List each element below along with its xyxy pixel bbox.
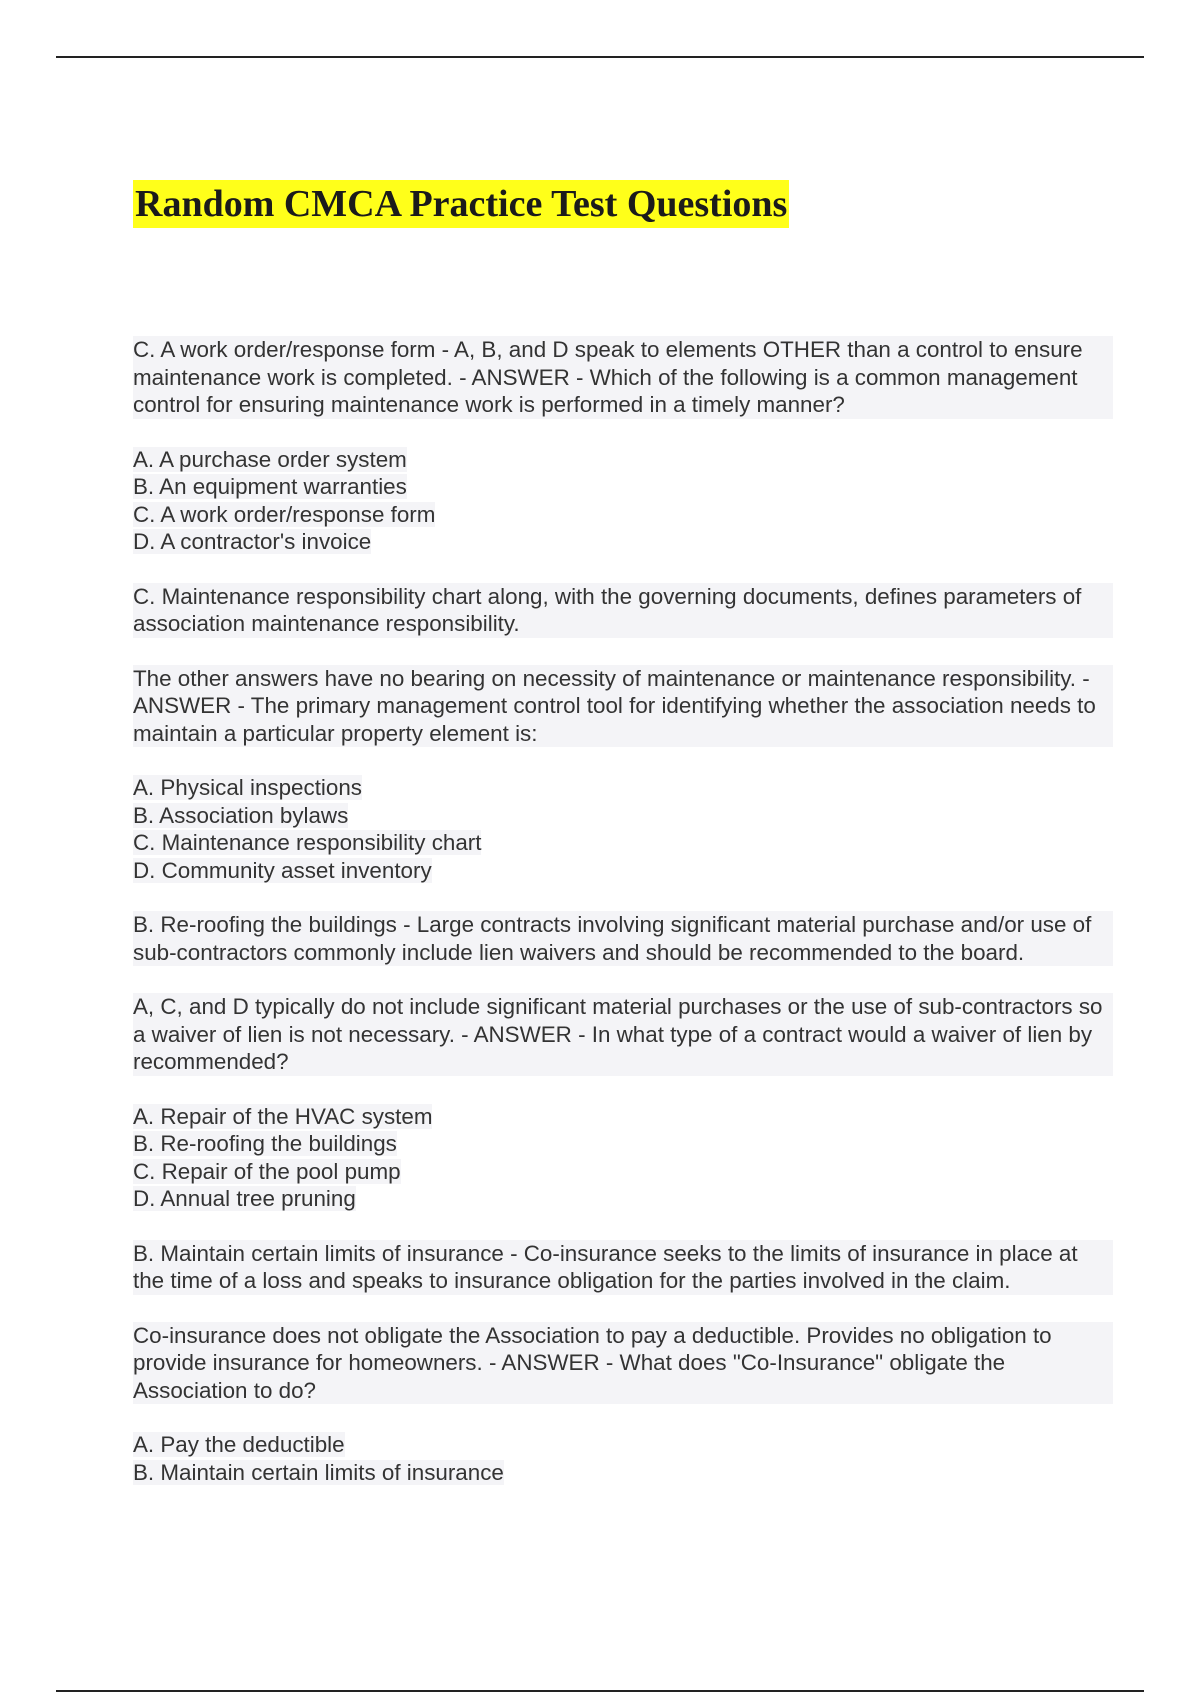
paragraph: C. Maintenance responsibility chart along, with the governing documents, defines parameters of association maintenance responsibility. bbox=[133, 583, 1113, 638]
answer-option-text: A. Physical inspections bbox=[133, 775, 362, 800]
answer-option bbox=[133, 774, 1113, 802]
answer-option bbox=[133, 1158, 1113, 1186]
document-content bbox=[133, 336, 1113, 1486]
answer-option bbox=[133, 501, 1113, 529]
paragraph: The other answers have no bearing on necessity of maintenance or maintenance responsibility. - ANSWER - The primary management control tool for identifying whether the association needs to maintain a particular property element is: bbox=[133, 665, 1113, 748]
answer-option bbox=[133, 1130, 1113, 1158]
answer-option bbox=[133, 802, 1113, 830]
paragraph: Co-insurance does not obligate the Association to pay a deductible. Provides no obligation to provide insurance for homeowners. - ANSWER - What does "Co-Insurance" obligate the Association to do? bbox=[133, 1322, 1113, 1405]
answer-option bbox=[133, 1459, 1113, 1487]
answer-option bbox=[133, 857, 1113, 885]
answer-option bbox=[133, 446, 1113, 474]
answer-option-text: C. A work order/response form bbox=[133, 501, 436, 527]
answer-option bbox=[133, 1431, 1113, 1459]
answer-option bbox=[133, 829, 1113, 857]
answer-options bbox=[133, 1431, 1113, 1486]
paragraph: C. A work order/response form - A, B, and D speak to elements OTHER than a control to ensure maintenance work is completed. - ANSWER - Which of the following is a common management control for ensuring maintenance work is performed in a timely manner? bbox=[133, 336, 1113, 419]
answer-option-text: D. A contractor's invoice bbox=[133, 529, 372, 554]
answer-options bbox=[133, 446, 1113, 556]
answer-option bbox=[133, 1103, 1113, 1131]
answer-option bbox=[133, 1185, 1113, 1213]
document-page bbox=[133, 180, 1113, 1513]
paragraph: B. Re-roofing the buildings - Large contracts involving significant material purchase and/or use of sub-contractors commonly include lien waivers and should be recommended to the board. bbox=[133, 911, 1113, 966]
paragraph: B. Maintain certain limits of insurance - Co-insurance seeks to the limits of insurance in place at the time of a loss and speaks to insurance obligation for the parties involved in the claim. bbox=[133, 1240, 1113, 1295]
answer-option bbox=[133, 528, 1113, 556]
answer-option-text: A. A purchase order system bbox=[133, 446, 407, 472]
answer-option-text: A. Pay the deductible bbox=[133, 1432, 345, 1457]
answer-option-text: B. An equipment warranties bbox=[133, 474, 407, 499]
answer-option-text: C. Maintenance responsibility chart bbox=[133, 830, 482, 855]
answer-option-text: A. Repair of the HVAC system bbox=[133, 1103, 433, 1129]
answer-option-text: B. Re-roofing the buildings bbox=[133, 1131, 397, 1156]
page-title: Random CMCA Practice Test Questions bbox=[133, 180, 789, 228]
answer-option-text: B. Maintain certain limits of insurance bbox=[133, 1459, 504, 1485]
answer-option-text: B. Association bylaws bbox=[133, 802, 349, 828]
paragraph: A, C, and D typically do not include significant material purchases or the use of sub-contractors so a waiver of lien is not necessary. - ANSWER - In what type of a contract would a waiver of lien by recommended? bbox=[133, 993, 1113, 1076]
answer-option-text: D. Annual tree pruning bbox=[133, 1186, 356, 1211]
answer-option-text: C. Repair of the pool pump bbox=[133, 1158, 401, 1184]
answer-options bbox=[133, 1103, 1113, 1213]
bottom-rule bbox=[56, 1690, 1144, 1692]
answer-option bbox=[133, 473, 1113, 501]
answer-options bbox=[133, 774, 1113, 884]
top-rule bbox=[56, 56, 1144, 58]
answer-option-text: D. Community asset inventory bbox=[133, 857, 432, 883]
